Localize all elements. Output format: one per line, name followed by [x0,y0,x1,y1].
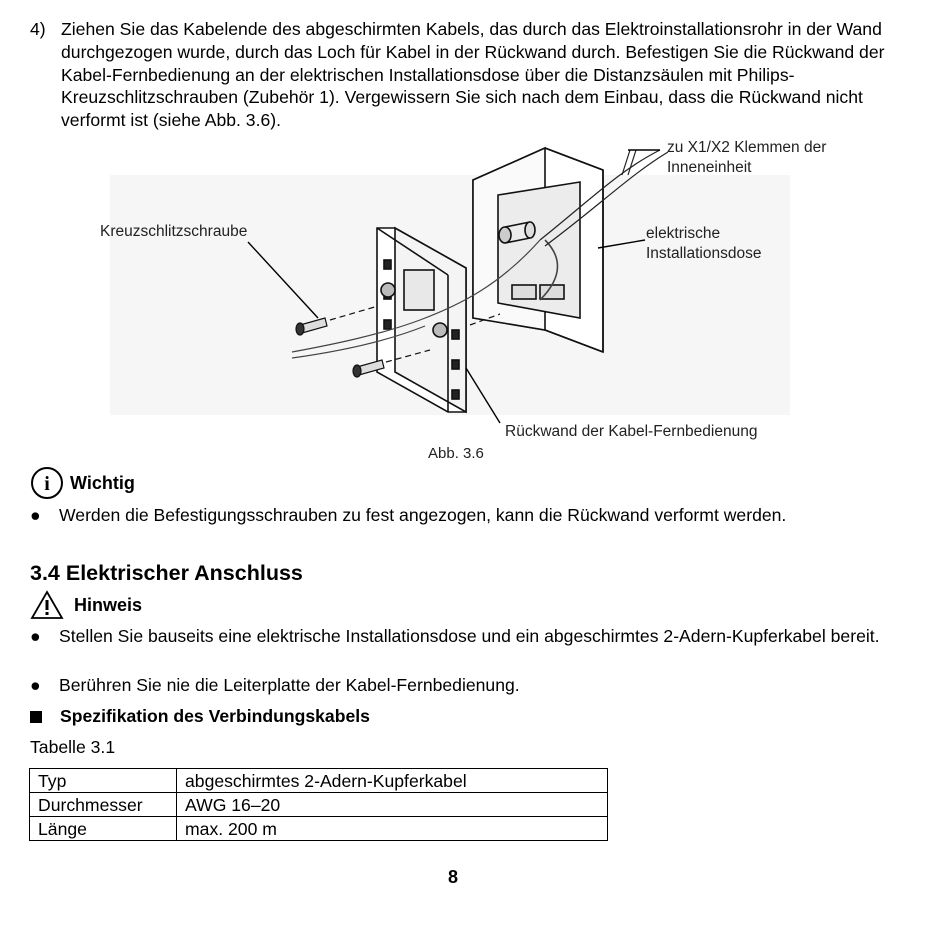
table-cell-label: Durchmesser [30,793,177,817]
table-cell-value: AWG 16–20 [177,793,608,817]
label-box-line1: elektrische [646,225,721,242]
table-cell-label: Typ [30,769,177,793]
note-bullet-1 [30,625,880,648]
note-bullet-text-1: Stellen Sie bauseits eine elektrische Installationsdose und ein abgeschirmtes 2-Adern-Kupferkabel bereit. [59,626,880,646]
step-number: 4) [30,19,46,39]
figure-caption: Abb. 3.6 [428,445,484,462]
spec-title: Spezifikation des Verbindungskabels [60,706,370,726]
table-cell-label: Länge [30,817,177,841]
important-heading [30,466,135,500]
step-text: Ziehen Sie das Kabelende des abgeschirmten Kabels, das durch das Elektroinstallationsrohr in der Wand durchgezogen wurde, durch das Loch für Kabel in der Rückwand durch. Befestigen Sie die Rückwand der Kabel-Fernbedienung an der elektrischen Installationsdose über die Distanzsäulen mit Philips-Kreuzschlitzschrauben (Zubehör 1). Vergewissern Sie sich nach dem Einbau, dass die Rückwand nicht verformt ist (siehe Abb. 3.6). [61,19,885,131]
page-number: 8 [448,867,459,887]
note-title: Hinweis [74,594,143,615]
label-backplate: Rückwand der Kabel-Fernbedienung [505,423,758,440]
bullet-dot: ● [30,505,41,525]
note-bullet-text-2: Berühren Sie nie die Leiterplatte der Kabel-Fernbedienung. [59,675,520,695]
table-row [30,817,608,841]
important-bullet-text: Werden die Befestigungsschrauben zu fest angezogen, kann die Rückwand verformt werden. [59,505,787,525]
bullet-dot: ● [30,626,41,646]
table-row [30,793,608,817]
installation-box-drawing [473,148,603,352]
warning-triangle-icon [30,590,64,620]
label-installation-box [646,224,761,264]
table-row [30,769,608,793]
cable-spec-table [29,768,608,841]
note-heading [30,590,142,620]
label-box-line2: Installationsdose [646,245,762,262]
svg-text:i: i [44,473,50,495]
table-caption: Tabelle 3.1 [30,737,116,757]
table-cell-value: max. 200 m [177,817,608,841]
info-circle-icon [30,466,64,500]
label-terminal [667,138,826,178]
label-terminal-line2: Inneneinheit [667,159,752,176]
square-bullet-icon [30,711,42,723]
spec-heading [30,706,370,727]
section-title: 3.4 Elektrischer Anschluss [30,561,303,585]
important-title: Wichtig [70,472,135,493]
bullet-dot: ● [30,675,41,695]
label-terminal-line1: zu X1/X2 Klemmen der [667,139,827,156]
important-bullet [30,504,880,527]
note-bullet-2 [30,674,880,697]
table-cell-value: abgeschirmtes 2-Adern-Kupferkabel [177,769,608,793]
label-screw: Kreuzschlitzschraube [100,223,248,240]
